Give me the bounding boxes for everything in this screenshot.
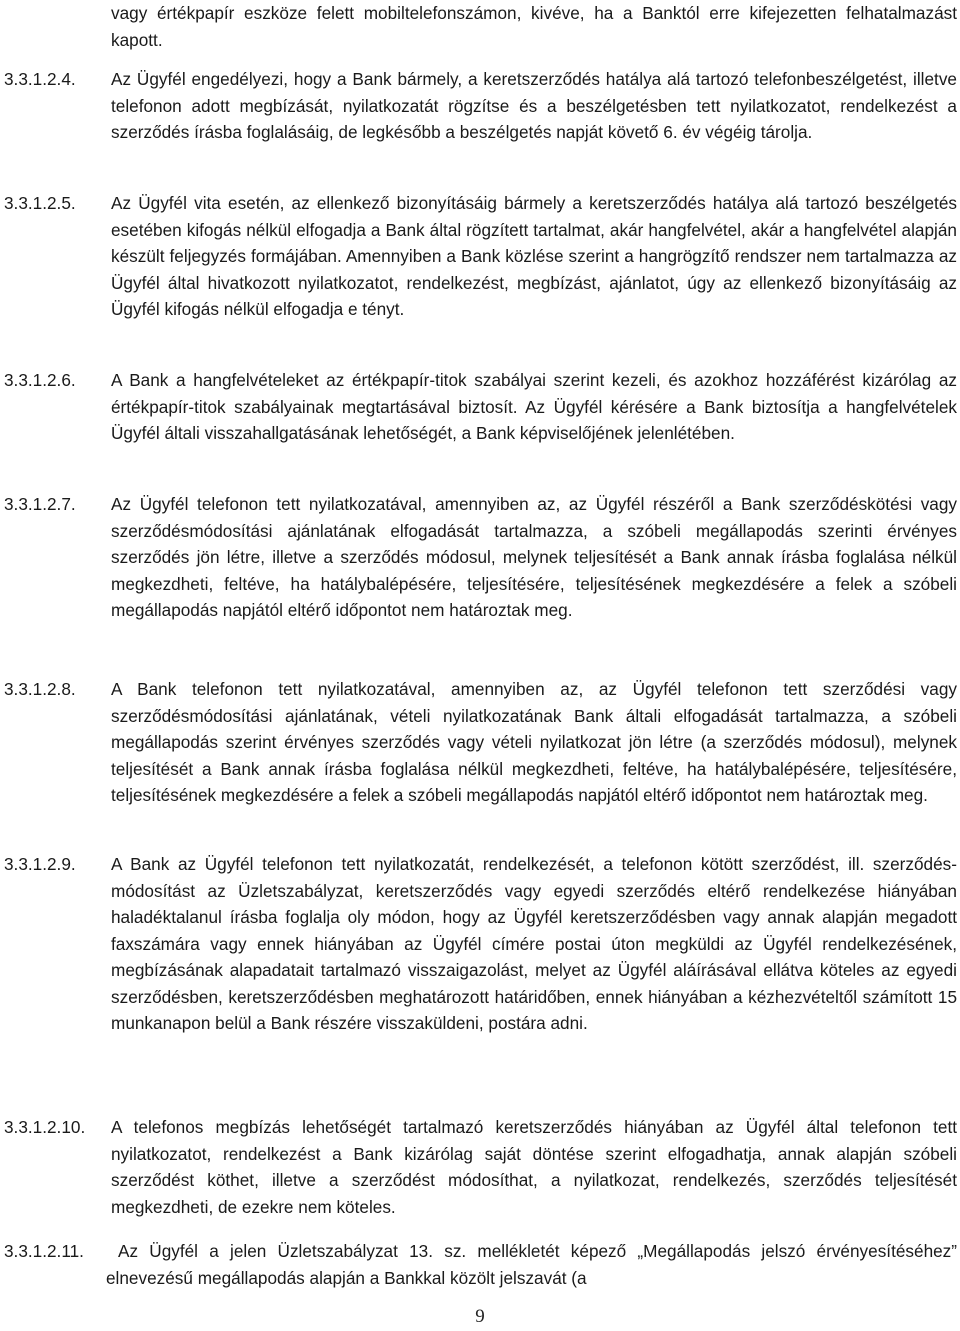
- page-number: 9: [475, 1306, 485, 1327]
- clause-3-3-1-2-6: [4, 367, 957, 447]
- clause-number: 3.3.1.2.8.: [4, 679, 76, 699]
- clause-number: 3.3.1.2.7.: [4, 494, 76, 514]
- clause-number: 3.3.1.2.6.: [4, 370, 76, 390]
- continuation-paragraph: vagy értékpapír eszköze felett mobiltelefonszámon, kivéve, ha a Banktól erre kifejezetten felhatalmazást kapott.: [111, 3, 957, 50]
- clause-text: A Bank az Ügyfél telefonon tett nyilatkozatát, rendelkezését, a telefonon kötött szerződést, ill. szerződés-módosítást az Üzletszabályzat, keretszerződés vagy egyedi szerződés eltérő rendelkezése hiányában haladéktalanul írásba foglalja oly módon, hogy az Ügyfél keretszerződésben vagy annak alapján megadott faxszámára vagy ennek hiányában az Ügyfél címére postai úton megküldi az Ügyfél rendelkezésének, megbízásának alapadatait tartalmazó visszaigazolást, melyet az Ügyfél aláírásával ellátva köteles az egyedi szerződésben, keretszerződésben meghatározott határidőben, ennek hiányában a kézhezvételtől számított 15 munkanapon belül a Bank részére visszaküldeni, postára adni.: [111, 854, 957, 1033]
- clause-number: 3.3.1.2.11.: [4, 1241, 84, 1261]
- clause-number: 3.3.1.2.4.: [4, 69, 76, 89]
- clause-text: Az Ügyfél telefonon tett nyilatkozatával, amennyiben az, az Ügyfél részéről a Bank szerződéskötési vagy szerződésmódosítási ajánlatának elfogadását tartalmazza, a szóbeli megállapodás szerinti érvényes szerződés jön létre, illetve a szerződés módosul, melynek teljesítését a Bank annak írásba foglalása nélkül megkezdheti, feltéve, ha hatálybalépésére, teljesítésére, teljesítésének megkezdésére a felek a szóbeli megállapodás napjától eltérő időpontot nem határoztak meg.: [111, 494, 957, 620]
- clause-number: 3.3.1.2.10.: [4, 1117, 86, 1137]
- clause-3-3-1-2-4: [4, 66, 957, 146]
- clause-3-3-1-2-11: [4, 1238, 957, 1291]
- clause-text: A Bank telefonon tett nyilatkozatával, amennyiben az, az Ügyfél telefonon tett szerződési vagy szerződésmódosítási ajánlatának, vételi nyilatkozatának Bank általi elfogadását tartalmazza, a szóbeli megállapodás szerint érvényes szerződés vagy vételi nyilatkozat jön létre (a szerződés módosul), melynek teljesítését a Bank annak írásba foglalása nélkül megkezdheti, feltéve, ha hatálybalépésére, teljesítésére, teljesítésének megkezdésére a felek a szóbeli megállapodás napjától eltérő időpontot nem határoztak meg.: [111, 679, 957, 805]
- clause-3-3-1-2-7: [4, 491, 957, 624]
- clause-3-3-1-2-10: [4, 1114, 957, 1220]
- clause-number: 3.3.1.2.9.: [4, 854, 76, 874]
- clause-3-3-1-2-5: [4, 190, 957, 323]
- clause-number: 3.3.1.2.5.: [4, 193, 76, 213]
- clause-3-3-1-2-9: [4, 851, 957, 1037]
- clause-text: A Bank a hangfelvételeket az értékpapír-titok szabályai szerint kezeli, és azokhoz hozzáférést kizárólag az értékpapír-titok szabályainak megtartásával biztosít. Az Ügyfél kérésére a Bank biztosítja a hangfelvételek Ügyfél általi visszahallgatásának lehetőségét, a Bank képviselőjének jelenlétében.: [111, 370, 957, 443]
- clause-text: A telefonos megbízás lehetőségét tartalmazó keretszerződés hiányában az Ügyfél által telefonon tett nyilatkozatot, rendelkezést a Bank kizárólag saját döntése szerint elfogadhatja, annak alapján szóbeli szerződést köthet, illetve a szerződést módosíthat, a nyilatkozat, rendelkezés, szerződés teljesítését megkezdheti, de ezekre nem köteles.: [111, 1117, 957, 1217]
- clause-3-3-1-2-8: [4, 676, 957, 809]
- clause-text: Az Ügyfél engedélyezi, hogy a Bank bármely, a keretszerződés hatálya alá tartozó telefonbeszélgetést, illetve telefonon adott megbízását, nyilatkozatát rögzítse és a beszélgetésben tett nyilatkozatot, rendelkezést a szerződés írásba foglalásáig, de legkésőbb a beszélgetés napját követő 6. év végéig tárolja.: [111, 69, 957, 142]
- clause-text: Az Ügyfél a jelen Üzletszabályzat 13. sz. mellékletét képező „Megállapodás jelszó érvényesítéséhez” elnevezésű megállapodás alapján a Bankkal közölt jelszavát (a: [106, 1241, 957, 1288]
- clause-text: Az Ügyfél vita esetén, az ellenkező bizonyításáig bármely a keretszerződés hatálya alá tartozó beszélgetés esetében kifogás nélkül elfogadja a Bank által rögzített tartalmat, akár hangfelvétel, akár a hangfelvétel alapján készült feljegyzés formájában. Amennyiben a Bank közlése szerint a hangrögzítő rendszer nem tartalmazza az Ügyfél által hivatkozott nyilatkozatot, rendelkezést, megbízást, ajánlatot, úgy az ellenkező bizonyításáig az Ügyfél kifogás nélkül elfogadja e tényt.: [111, 193, 957, 319]
